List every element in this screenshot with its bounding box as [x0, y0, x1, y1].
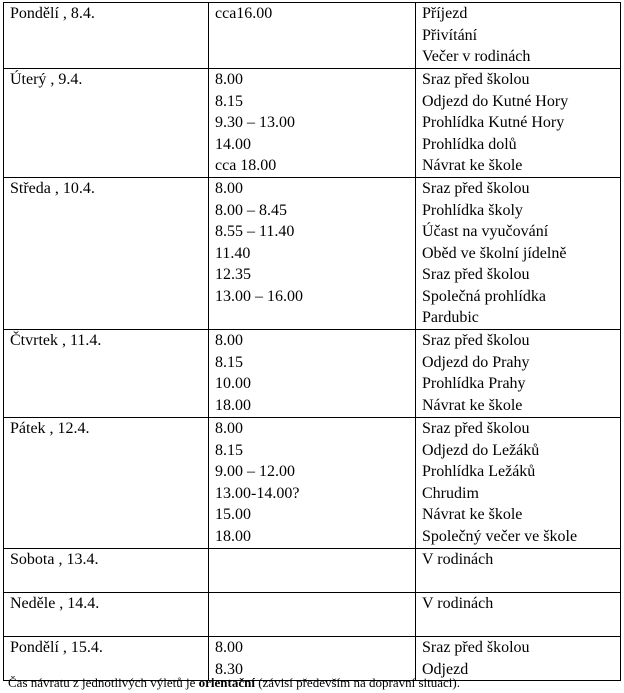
activity-entry: Prohlídka Kutné Hory [422, 114, 565, 131]
day-label: Středa , 10.4. [10, 180, 95, 197]
day-cell [4, 178, 209, 330]
activity-entry: Návrat ke škole [422, 157, 523, 174]
footnote-emphasis: orientační [198, 675, 255, 690]
schedule-row [4, 330, 621, 418]
time-cell [209, 330, 416, 418]
activity-entry: Sraz před školou [422, 639, 530, 656]
activity-cell [416, 330, 621, 418]
time-entry: 12.35 [215, 266, 251, 283]
activity-entry: Přivítání [422, 26, 478, 44]
activity-entry: Návrat ke škole [422, 396, 523, 414]
schedule-row [4, 69, 621, 178]
activity-entry: Odjezd [422, 660, 469, 678]
time-entry: 8.15 [215, 441, 243, 459]
time-cell [209, 549, 416, 593]
schedule-table [3, 2, 621, 681]
activity-entry: Prohlídka dolů [422, 135, 517, 153]
day-label: Čtvrtek , 11.4. [10, 332, 102, 349]
day-label: Pondělí , 8.4. [10, 5, 95, 22]
activity-entry: Účast na vyučování [422, 223, 549, 240]
day-label: Úterý , 9.4. [10, 71, 83, 88]
activity-entry: Prohlídka Prahy [422, 375, 526, 392]
activity-entry: Pardubic [422, 309, 479, 326]
activity-entry: Společný večer ve škole [422, 527, 578, 545]
activity-entry: Odjezd do Ležáků [422, 441, 540, 459]
activity-entry: Sraz před školou [422, 420, 530, 437]
activity-entry: V rodinách [422, 595, 494, 612]
time-entry: 8.00 [215, 420, 243, 437]
day-label: Pátek , 12.4. [10, 420, 90, 437]
time-entry: 8.15 [215, 92, 243, 110]
day-cell [4, 3, 209, 69]
activity-entry: Návrat ke škole [422, 506, 523, 523]
time-entry: 8.00 [215, 180, 243, 197]
time-entry: 10.00 [215, 375, 251, 392]
activity-entry: Sraz před školou [422, 180, 530, 197]
activity-cell [416, 593, 621, 637]
activity-entry: Prohlídka Ležáků [422, 463, 536, 480]
time-cell [209, 3, 416, 69]
activity-cell [416, 69, 621, 178]
day-cell [4, 69, 209, 178]
footnote [8, 675, 460, 691]
day-cell [4, 593, 209, 637]
schedule-table-body [4, 3, 621, 681]
activity-entry: Chrudim [422, 484, 479, 502]
activity-cell [416, 178, 621, 330]
activity-entry: Sraz před školou [422, 332, 530, 349]
schedule-row [4, 178, 621, 330]
day-cell [4, 418, 209, 549]
activity-entry: Společná prohlídka [422, 287, 546, 305]
day-cell [4, 549, 209, 593]
time-entry: cca 18.00 [215, 157, 277, 174]
time-cell [209, 69, 416, 178]
time-entry: cca16.00 [215, 5, 273, 22]
time-entry: 8.00 [215, 332, 243, 349]
time-entry: 14.00 [215, 135, 251, 153]
schedule-row [4, 3, 621, 69]
time-entry: 8.15 [215, 353, 243, 371]
time-cell [209, 418, 416, 549]
schedule-row [4, 549, 621, 593]
activity-entry: Večer v rodinách [422, 48, 531, 65]
time-entry: 18.00 [215, 527, 251, 545]
time-cell [209, 178, 416, 330]
activity-entry: Prohlídka školy [422, 201, 523, 219]
footnote-text-after: (závisí především na dopravní situaci). [254, 675, 461, 690]
day-label: Sobota , 13.4. [10, 551, 99, 568]
time-entry: 18.00 [215, 396, 251, 414]
activity-entry: Odjezd do Prahy [422, 353, 530, 371]
activity-cell [416, 3, 621, 69]
footnote-text-before: Čas návratu z jednotlivých výletů je [8, 675, 199, 690]
time-entry: 8.30 [215, 660, 243, 678]
time-entry: 15.00 [215, 506, 251, 523]
time-entry: 8.55 – 11.40 [215, 223, 295, 240]
activity-entry: V rodinách [422, 551, 494, 568]
activity-cell [416, 637, 621, 681]
time-entry: 13.00-14.00? [215, 484, 300, 502]
activity-cell [416, 549, 621, 593]
activity-entry: Sraz před školou [422, 71, 530, 88]
day-label: Neděle , 14.4. [10, 595, 100, 612]
day-cell [4, 637, 209, 681]
time-cell [209, 593, 416, 637]
time-entry: 9.30 – 13.00 [215, 114, 295, 131]
time-entry: 8.00 [215, 639, 243, 656]
day-cell [4, 330, 209, 418]
time-entry: 8.00 – 8.45 [215, 201, 287, 219]
activity-entry: Sraz před školou [422, 266, 530, 283]
activity-cell [416, 418, 621, 549]
schedule-row [4, 418, 621, 549]
schedule-row [4, 593, 621, 637]
activity-entry: Oběd ve školní jídelně [422, 244, 567, 262]
day-label: Pondělí , 15.4. [10, 639, 103, 656]
time-entry: 9.00 – 12.00 [215, 463, 295, 480]
time-cell [209, 637, 416, 681]
activity-entry: Odjezd do Kutné Hory [422, 92, 569, 110]
time-entry: 8.00 [215, 71, 243, 88]
activity-entry: Příjezd [422, 5, 468, 22]
schedule-row [4, 637, 621, 681]
time-entry: 11.40 [215, 244, 251, 262]
time-entry: 13.00 – 16.00 [215, 287, 303, 305]
